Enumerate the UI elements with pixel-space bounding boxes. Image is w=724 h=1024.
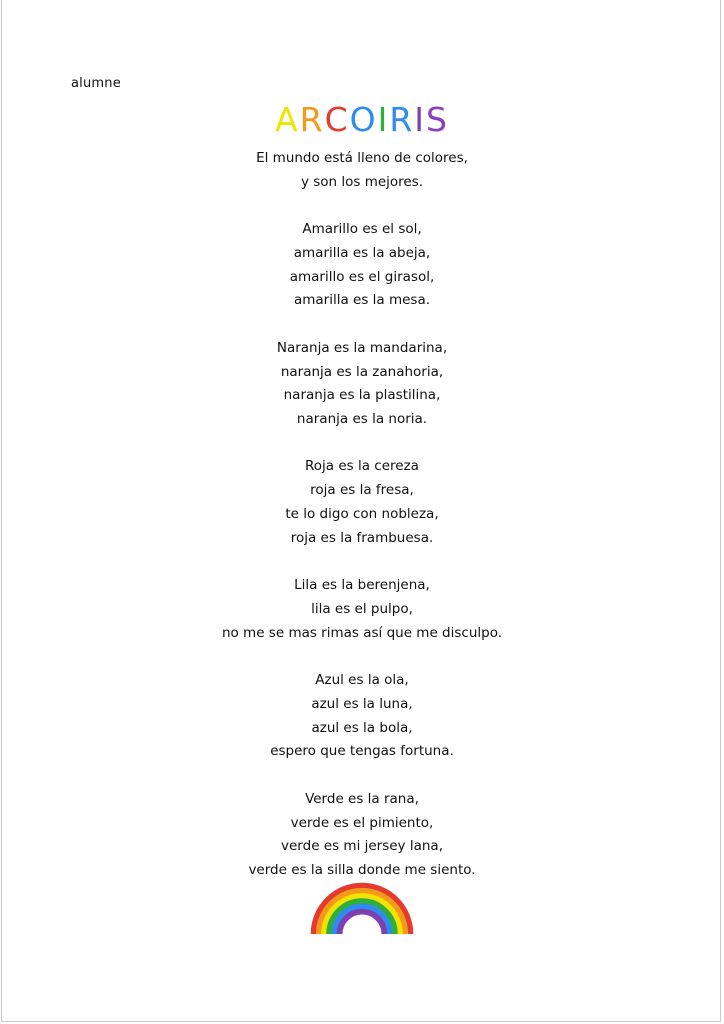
title-letter: O: [349, 100, 378, 139]
title-letter: A: [275, 100, 300, 139]
title-letter: I: [414, 100, 426, 139]
poem-line: te lo digo con nobleza,: [285, 506, 439, 523]
poem-line: roja es la fresa,: [310, 482, 414, 499]
poem-line: azul es la bola,: [311, 719, 413, 736]
poem-line: amarillo es el girasol,: [289, 268, 435, 285]
poem-line: espero que tengas fortuna.: [270, 743, 454, 760]
poem-line: El mundo está lleno de colores,: [256, 150, 468, 166]
poem-line: Naranja es la mandarina,: [276, 339, 448, 356]
poem-line: naranja es la noria.: [296, 411, 428, 428]
title-letter: R: [299, 100, 325, 139]
poem-line: Azul es la ola,: [315, 672, 409, 689]
stanza: [0, 337, 724, 432]
stanza: [0, 455, 724, 550]
stanza: [0, 147, 724, 195]
poem-line: Amarillo es el sol,: [302, 221, 422, 238]
poem-title: [0, 100, 724, 139]
poem-line: roja es la frambuesa.: [290, 529, 434, 546]
title-letter: C: [324, 100, 350, 139]
stanza: [0, 788, 724, 883]
title-letter: R: [389, 100, 415, 139]
title-letter: I: [377, 100, 390, 139]
poem-line: no me se mas rimas así que me disculpo.: [221, 624, 503, 641]
poem-line: verde es el pimiento,: [290, 814, 434, 831]
rainbow-band: [340, 912, 385, 934]
title-letter: S: [426, 100, 449, 139]
poem-line: naranja es la plastilina,: [283, 387, 441, 404]
poem-line: amarilla es la mesa.: [293, 292, 431, 309]
stanza: [0, 218, 724, 313]
poem-line: y son los mejores.: [300, 173, 424, 190]
poem-line: Roja es la cereza: [305, 458, 419, 475]
poem-line: naranja es la zanahoria,: [280, 363, 444, 380]
poem-line: lila es el pulpo,: [311, 600, 413, 617]
poem-line: Verde es la rana,: [305, 790, 419, 807]
stanza: [0, 669, 724, 764]
poem-body: [0, 147, 724, 906]
rainbow-icon: [309, 878, 415, 936]
author-label: alumne: [71, 76, 121, 91]
poem-line: verde es mi jersey lana,: [281, 838, 443, 855]
poem-line: azul es la luna,: [311, 695, 413, 712]
poem-line: verde es la silla donde me siento.: [248, 862, 476, 879]
poem-line: Lila es la berenjena,: [294, 577, 430, 594]
stanza: [0, 574, 724, 645]
poem-line: amarilla es la abeja,: [293, 244, 431, 261]
